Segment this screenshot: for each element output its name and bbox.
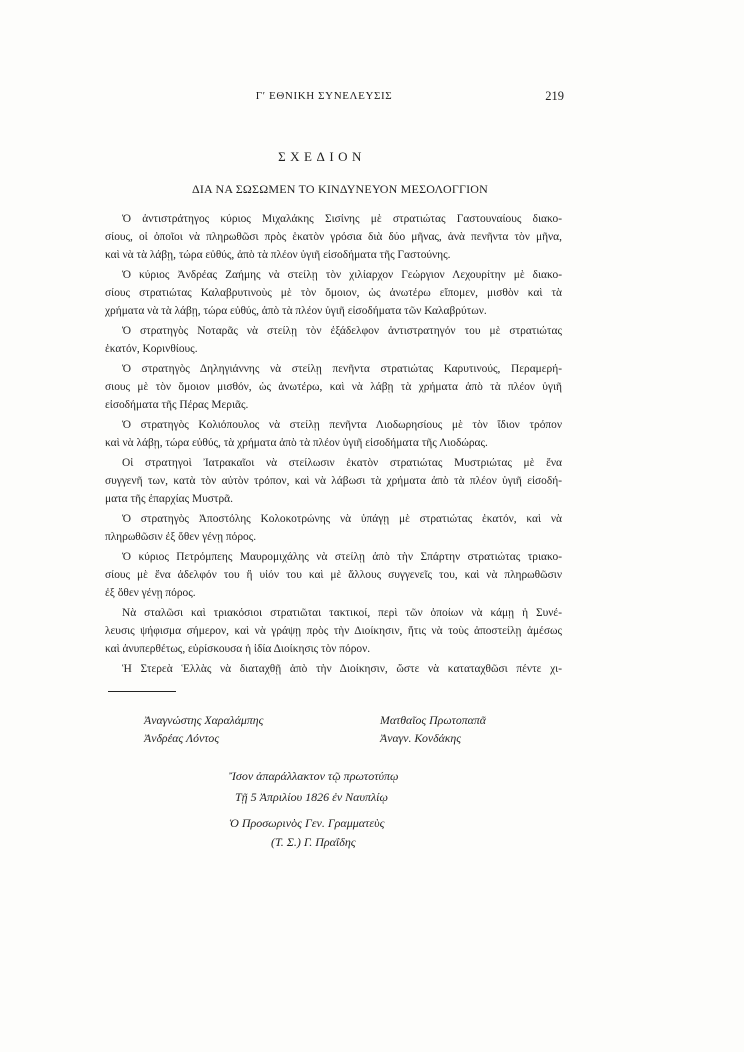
body-line: λευσις ψήφισμα σήμερον, καὶ νὰ γράψῃ πρὸς τὴν Διοίκησιν, ἥτις νὰ τοὺς ἀποστείλῃ ἀμέσως <box>105 625 562 637</box>
signature-name: Ἀνδρέας Λόντος <box>144 731 220 745</box>
body-line: ἑκατόν, Κορινθίους. <box>105 343 198 355</box>
body-line: εἰσοδήματα τῆς Πέρας Μεριᾶς. <box>105 399 249 411</box>
body-line: Ὁ κύριος Ἀνδρέας Ζαήμης νὰ στείλῃ τὸν χιλίαρχον Γεώργιον Λεχουρίτην μὲ διακο- <box>122 269 562 281</box>
body-line: Οἱ στρατηγοὶ Ἰατρακαῖοι νὰ στείλωσιν ἑκατὸν στρατιώτας Μυστριώτας μὲ ἕνα <box>122 457 562 469</box>
paragraph-2 <box>105 266 562 320</box>
body-line: Ὁ στρατηγὸς Δηληγιάννης νὰ στείλῃ πενῆντα στρατιώτας Καρυτινούς, Περαμερή- <box>122 363 562 375</box>
signature-name: Ματθαῖος Πρωτοπαπᾶ <box>380 713 486 727</box>
body-line: χρήματα νὰ τὰ λάβῃ, τώρα εὐθύς, ἀπὸ τὰ πλέον ὑγιῆ εἰσοδήματα τῶν Καλαβρύτων. <box>105 305 487 317</box>
body-line: σίους, οἱ ὁποῖοι νὰ πληρωθῶσι πρὸς ἑκατὸν γρόσια διὰ δύο μῆνας, ἀνὰ πενῆντα τὸν μῆνα, <box>105 231 562 243</box>
signatures-left <box>144 711 263 747</box>
body-line: Ὁ στρατηγὸς Κολιόπουλος νὰ στείλῃ πενῆντα Λιοδωρησίους μὲ τὸν ἴδιον τρόπον <box>122 419 562 431</box>
signature-divider <box>108 691 176 692</box>
paragraph-6 <box>105 454 562 508</box>
running-title: Γʹ ΕΘΝΙΚΗ ΣΥΝΕΛΕΥΣΙΣ <box>255 90 393 102</box>
signature-name: Ἀναγν. Κονδάκης <box>380 731 462 745</box>
paragraph-10 <box>105 660 562 678</box>
signature-name: Ἀναγνώστης Χαραλάμπης <box>144 713 264 727</box>
paragraph-4 <box>105 360 562 414</box>
body-line: καὶ νὰ λάβῃ, τώρα εὐθύς, τὰ χρήματα ἀπὸ τὰ πλέον ὑγιῆ εἰσοδήματα τῆς Λιοδώρας. <box>105 437 488 449</box>
secretary-name: (Τ. Σ.) Γ. Πραΐδης <box>271 835 356 849</box>
body-line: καὶ νὰ τὰ λάβῃ, τώρα εὐθύς, ἀπὸ τὰ πλέον ὑγιῆ εἰσοδήματα τῆς Γαστούνης. <box>105 249 451 261</box>
paragraph-9 <box>105 604 562 658</box>
body-text <box>105 210 562 680</box>
attestation-line: Ἴσον ἀπαράλλακτον τῷ πρωτοτύπῳ <box>229 769 399 783</box>
body-line: πληρωθῶσιν ἐξ ὅθεν γένῃ πόρος. <box>105 531 257 543</box>
body-line: Ὁ στρατηγὸς Νοταρᾶς νὰ στείλῃ τὸν ἐξάδελφον ἀντιστρατηγόν του μὲ στρατιώτας <box>122 325 562 337</box>
paragraph-3 <box>105 322 562 358</box>
paragraph-7 <box>105 510 562 546</box>
document-title: ΣΧΕΔΙΟΝ <box>278 149 366 164</box>
page-number: 219 <box>545 89 564 103</box>
secretary-title: Ὁ Προσωρινὸς Γεν. Γραμματεὺς <box>229 816 385 830</box>
body-line: σίους μὲ ἕνα ἀδελφόν του ἢ υἱόν του καὶ μὲ ἄλλους συγγενεῖς του, καὶ νὰ πληρωθῶσιν <box>105 569 562 581</box>
body-line: Ὁ κύριος Πετρόμπεης Μαυρομιχάλης νὰ στείλῃ ἀπὸ τὴν Σπάρτην στρατιώτας τριακο- <box>122 551 562 563</box>
body-line: καὶ ἀνυπερθέτως, εὑρίσκουσα ἡ ἰδία Διοίκησις τὸν πόρον. <box>105 643 371 655</box>
body-line: συγγενῆ των, κατὰ τὸν αὐτὸν τρόπον, καὶ νὰ λάβωσι τὰ χρήματα ἀπὸ τὰ πλέον ὑγιῆ εἰσοδή- <box>105 475 562 487</box>
body-line: ματα τῆς ἐπαρχίας Μυστρᾶ. <box>105 493 233 505</box>
attestation-date: Τῇ 5 Ἀπριλίου 1826 ἐν Ναυπλίῳ <box>235 790 388 804</box>
document-subtitle: ΔΙΑ ΝΑ ΣΩΣΩΜΕΝ ΤΟ ΚΙΝΔΥΝΕΥΟΝ ΜΕΣΟΛΟΓΓΙΟΝ <box>191 182 489 196</box>
body-line: ἐξ ὅθεν γένῃ πόρος. <box>105 587 196 599</box>
body-line: Νὰ σταλῶσι καὶ τριακόσιοι στρατιῶται τακτικοί, περὶ τῶν ὁποίων νὰ κάμῃ ἡ Συνέ- <box>122 607 562 619</box>
body-line: σίους στρατιώτας Καλαβρυτινοὺς μὲ τὸν ὅμοιον, ὡς ἀνωτέρω εἴπομεν, μισθὸν καὶ τὰ <box>105 287 562 299</box>
signatures-right <box>380 711 486 747</box>
body-line: Ὁ στρατηγὸς Ἀποστόλης Κολοκοτρώνης νὰ ὑπάγῃ μὲ στρατιώτας ἑκατόν, καὶ νὰ <box>122 513 562 525</box>
paragraph-5 <box>105 416 562 452</box>
body-line: Ὁ ἀντιστράτηγος κύριος Μιχαλάκης Σισίνης μὲ στρατιώτας Γαστουναίους διακο- <box>122 213 562 225</box>
paragraph-8 <box>105 548 562 602</box>
paragraph-1 <box>105 210 562 264</box>
body-line: σιους μὲ τὸν ὅμοιον μισθόν, ὡς ἀνωτέρω, καὶ νὰ λάβῃ τὰ χρήματα ἀπὸ τὰ πλέον ὑγιῆ <box>105 381 562 393</box>
body-line: Ἡ Στερεὰ Ἑλλὰς νὰ διαταχθῇ ἀπὸ τὴν Διοίκησιν, ὥστε νὰ καταταχθῶσι πέντε χι- <box>122 663 562 675</box>
